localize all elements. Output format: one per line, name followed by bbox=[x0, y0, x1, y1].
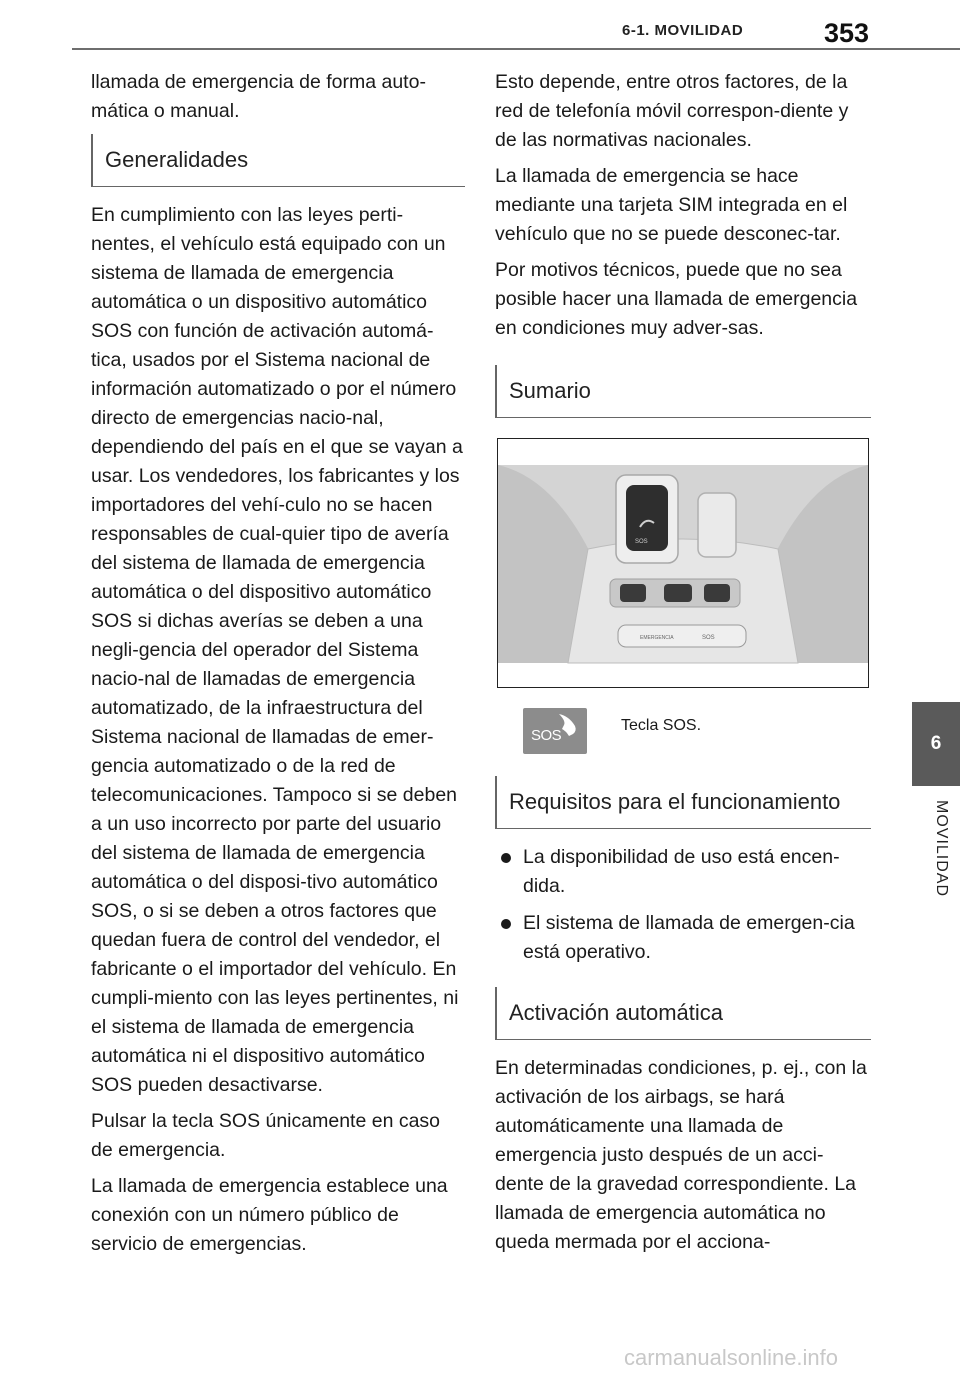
panel-label-right: SOS bbox=[702, 635, 715, 641]
site-watermark: carmanualsonline.info bbox=[624, 1345, 839, 1370]
right-paragraph-1: Esto depende, entre otros factores, de la red de telefonía móvil correspon-diente y de las normativas nacionales. bbox=[495, 71, 849, 151]
sos-key-legend bbox=[523, 708, 871, 754]
sos-phone-icon bbox=[523, 708, 587, 754]
right-paragraph-3: Por motivos técnicos, puede que no sea posible hacer una llamada de emergencia en condiciones muy adver-sas. bbox=[495, 259, 858, 339]
header-section-title: 6-1. MOVILIDAD bbox=[622, 22, 744, 39]
activation-paragraph: En determinadas condiciones, p. ej., con la activación de los airbags, se hará automáticamente una llamada de emergencia justo después de un acci-dente de la gravedad correspondiente. La llamada de emergencia automática no queda mermada por el acciona- bbox=[495, 1057, 867, 1253]
general-paragraph-3: La llamada de emergencia establece una conexión con un número público de servicio de emergencias. bbox=[91, 1175, 448, 1255]
header-divider bbox=[72, 48, 960, 50]
heading-activacion: Activación automática bbox=[495, 987, 871, 1040]
requirement-item-1: La disponibilidad de uso está encen-dida. bbox=[495, 843, 871, 901]
intro-paragraph: llamada de emergencia de forma auto-mática o manual. bbox=[91, 71, 426, 122]
sos-icon-text: SOS bbox=[531, 727, 562, 744]
overhead-console-figure bbox=[497, 438, 869, 688]
heading-sumario: Sumario bbox=[495, 365, 871, 418]
right-column bbox=[495, 68, 871, 1264]
general-paragraph-1: En cumplimiento con las leyes perti-nentes, el vehículo está equipado con un sistema de llamada de emergencia automática o un dispositivo automático SOS con función de activación automá-tica, usados por el Sistema nacional de información automatizado o por el número directo de emergencias nacio-nal, dependiendo del país en el que se vayan a usar. Los vendedores, los fabricantes y los importadores del vehí-culo no se hacen responsables de cual-quier tipo de avería del sistema de llamada de emergencia automática o del dispositivo automático SOS si dichas averías se deben a una negli-gencia del operador del Sistema nacio-nal de llamadas de emergencia automatizado, de la infraestructura del Sistema nacional de llamadas de emer-gencia automatizado o de la red de telecomunicaciones. Tampoco si se deben a un uso incorrecto por parte del usuario del sistema de llamada de emergencia automática o del disposi-tivo automático SOS, o si se deben a otros factores que quedan fuera de control del vendedor, el fabricante o el importador del vehículo. En cumpli-miento con las leyes pertinentes, ni el sistema de llamada de emergencia automática ni el dispositivo automático SOS pueden desactivarse. bbox=[91, 204, 463, 1096]
right-paragraph-2: La llamada de emergencia se hace mediante una tarjeta SIM integrada en el vehículo que no se puede desconec-tar. bbox=[495, 165, 848, 245]
general-paragraph-2: Pulsar la tecla SOS únicamente en caso de emergencia. bbox=[91, 1110, 441, 1161]
requirement-item-2: El sistema de llamada de emergen-cia está operativo. bbox=[495, 909, 871, 967]
requirements-list bbox=[495, 843, 871, 967]
overhead-console-illustration bbox=[498, 439, 868, 687]
chapter-tab: 6 bbox=[912, 702, 960, 786]
svg-text:SOS: SOS bbox=[635, 539, 648, 545]
left-column bbox=[91, 68, 465, 1266]
page-number: 353 bbox=[824, 18, 870, 48]
heading-generalidades: Generalidades bbox=[91, 134, 465, 187]
heading-requisitos: Requisitos para el funcionamiento bbox=[495, 776, 871, 829]
chapter-label: MOVILIDAD bbox=[933, 800, 950, 898]
sos-key-caption: Tecla SOS. bbox=[621, 717, 702, 734]
panel-label-left: EMERGENCIA bbox=[640, 635, 674, 641]
